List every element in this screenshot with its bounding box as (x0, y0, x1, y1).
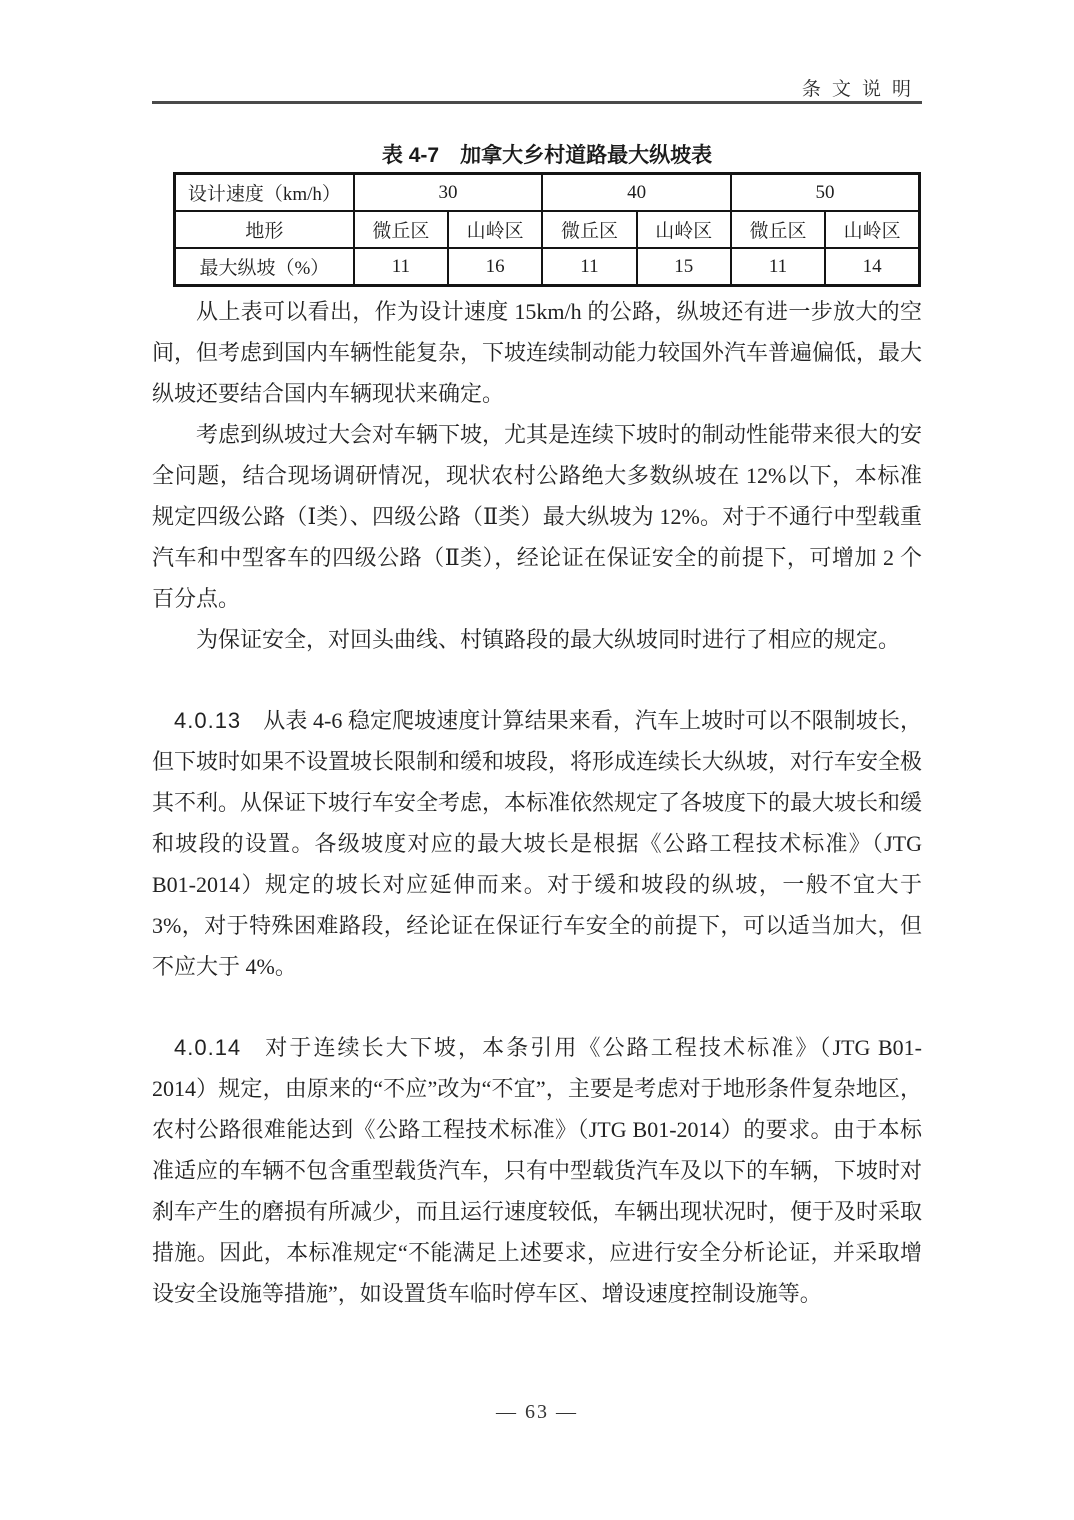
header-rule (152, 101, 922, 104)
body-text (152, 291, 922, 1314)
slope-cell: 15 (637, 248, 731, 286)
terrain-cell: 微丘区 (354, 211, 448, 248)
page-number: — 63 — (496, 1401, 578, 1423)
clause-text: 从表 4-6 稳定爬坡速度计算结果来看，汽车上坡时可以不限制坡长，但下坡时如果不设置坡长限制和缓和坡段，将形成连续长大纵坡，对行车安全极其不利。从保证下坡行车安全考虑，本标准依然规定了各坡度下的最大坡长和缓和坡段的设置。各级坡度对应的最大坡长是根据《公路工程技术标准》（JTG B01-2014）规定的坡长对应延伸而来。对于缓和坡段的纵坡，一般不宜大于 3%，对于特殊困难路段，经论证在保证行车安全的前提下，可以适当加大，但不应大于 4%。 (152, 708, 923, 979)
row-label-design-speed: 设计速度（km/h） (175, 174, 354, 212)
speed-cell-40: 40 (542, 174, 731, 212)
slope-cell: 14 (825, 248, 919, 286)
slope-cell: 11 (542, 248, 636, 286)
terrain-cell: 山岭区 (448, 211, 542, 248)
terrain-cell: 山岭区 (637, 211, 731, 248)
clause-4-0-13 (152, 700, 922, 987)
clause-number: 4.0.14 (174, 1035, 242, 1060)
paragraph-safety-note: 为保证安全，对回头曲线、村镇路段的最大纵坡同时进行了相应的规定。 (196, 627, 901, 652)
terrain-cell: 山岭区 (825, 211, 919, 248)
table-row-max-slope (175, 248, 920, 286)
table-row-terrain (175, 211, 920, 248)
speed-cell-50: 50 (731, 174, 920, 212)
paragraph-slope-limit: 考虑到纵坡过大会对车辆下坡，尤其是连续下坡时的制动性能带来很大的安全问题，结合现场调研情况，现状农村公路绝大多数纵坡在 12%以下，本标准规定四级公路（Ⅰ类）、四级公路（Ⅱ类）最大纵坡为 12%。对于不通行中型载重汽车和中型客车的四级公路（Ⅱ类），经论证在保证安全的前提下，可增加 2 个百分点。 (152, 422, 923, 611)
slope-cell: 16 (448, 248, 542, 286)
row-label-terrain: 地形 (175, 211, 354, 248)
paragraph-table-comment: 从上表可以看出，作为设计速度 15km/h 的公路，纵坡还有进一步放大的空间，但考虑到国内车辆性能复杂，下坡连续制动能力较国外汽车普遍偏低，最大纵坡还要结合国内车辆现状来确定。 (152, 299, 923, 406)
table-row-design-speed (175, 174, 920, 212)
clause-number: 4.0.13 (174, 708, 242, 733)
slope-cell: 11 (354, 248, 448, 286)
clause-text: 对于连续长大下坡，本条引用《公路工程技术标准》（JTG B01-2014）规定，由原来的“不应”改为“不宜”，主要是考虑对于地形条件复杂地区，农村公路很难能达到《公路工程技术标准》（JTG B01-2014）的要求。由于本标准适应的车辆不包含重型载货汽车，只有中型载货汽车及以下的车辆，下坡时对刹车产生的磨损有所减少，而且运行速度较低，车辆出现状况时，便于及时采取措施。因此，本标准规定“不能满足上述要求，应进行安全分析论证，并采取增设安全设施等措施”，如设置货车临时停车区、增设速度控制设施等。 (152, 1035, 923, 1306)
table-title: 表 4-7 加拿大乡村道路最大纵坡表 (381, 144, 713, 167)
terrain-cell: 微丘区 (731, 211, 825, 248)
slope-cell: 11 (731, 248, 825, 286)
clause-4-0-14 (152, 1027, 922, 1314)
speed-cell-30: 30 (354, 174, 543, 212)
terrain-cell: 微丘区 (542, 211, 636, 248)
row-label-max-slope: 最大纵坡（%） (175, 248, 354, 286)
running-header: 条文说明 (801, 79, 922, 100)
max-slope-table (173, 172, 921, 287)
